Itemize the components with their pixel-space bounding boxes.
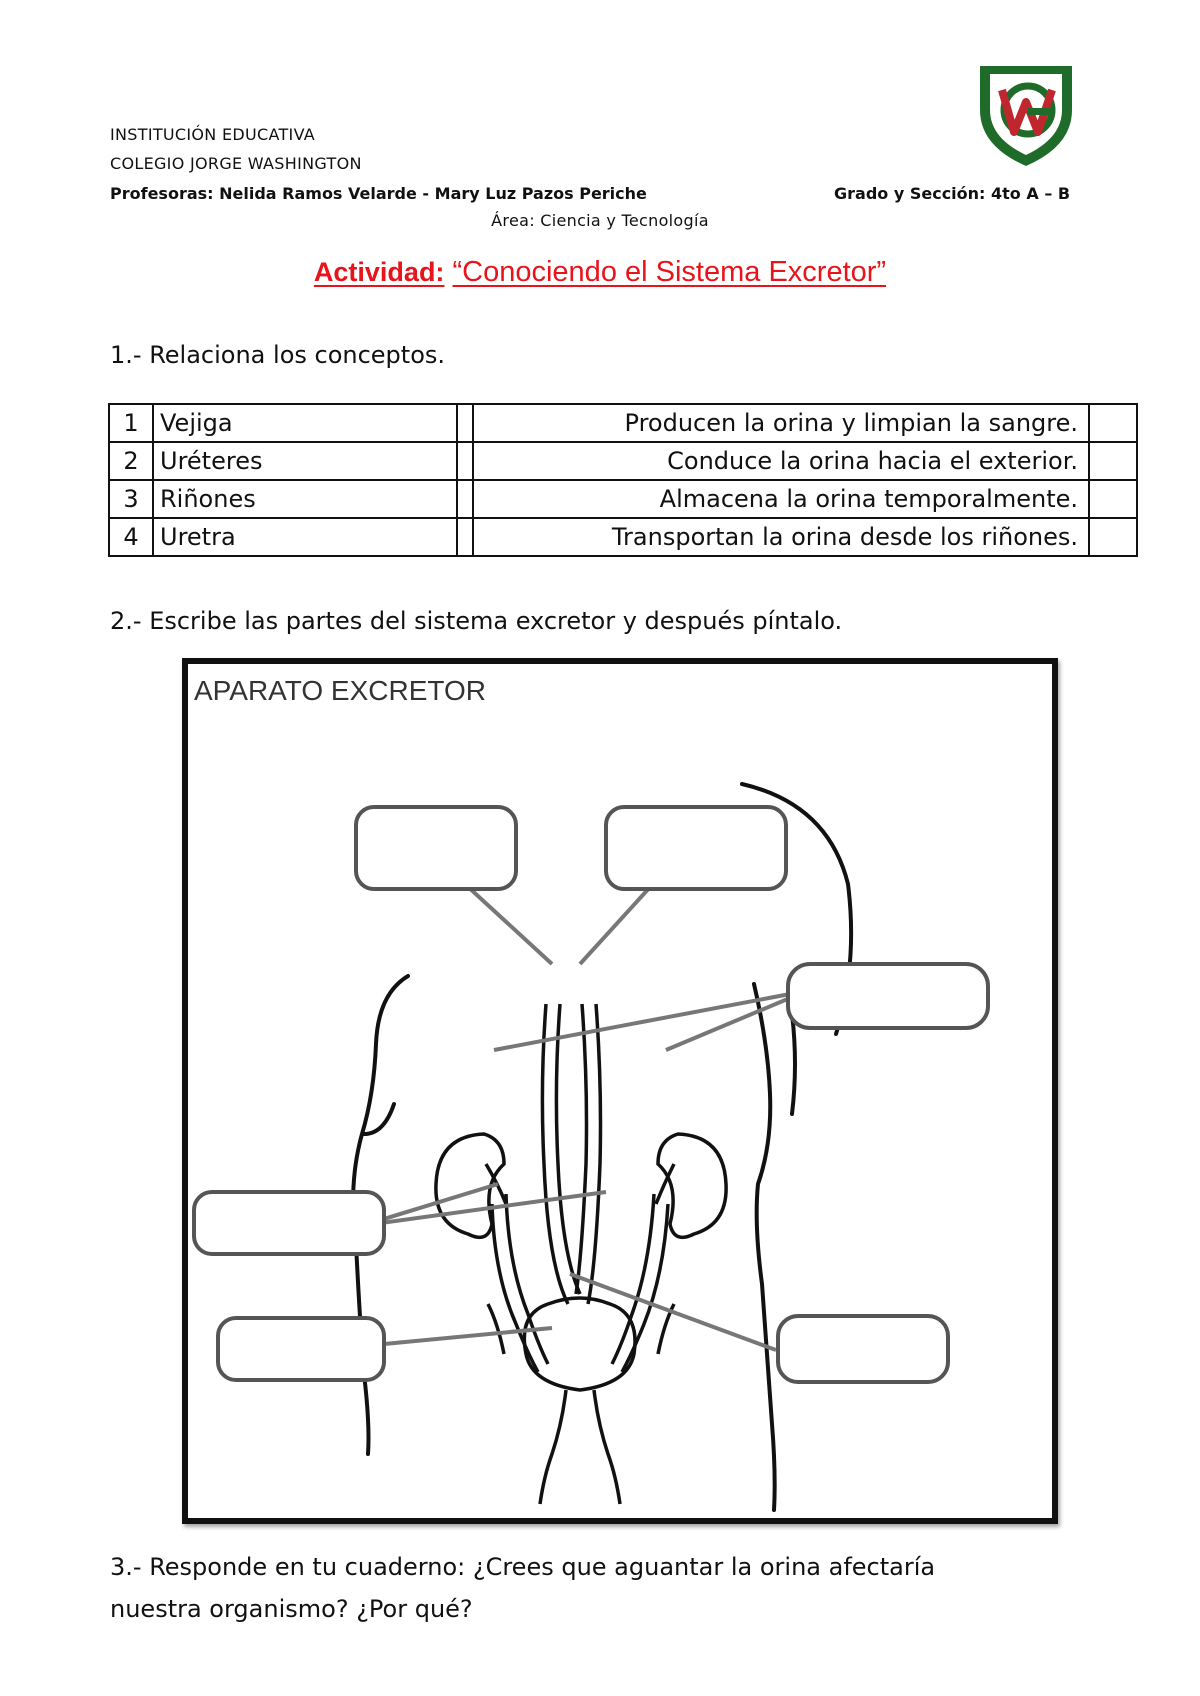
row-term: Vejiga (153, 404, 457, 442)
table-row (109, 442, 1137, 480)
school-name: COLEGIO JORGE WASHINGTON (110, 154, 362, 173)
answer-box[interactable] (1089, 480, 1137, 518)
row-number: 3 (109, 480, 153, 518)
question-3-line-2: nuestra organismo? ¿Por qué? (110, 1595, 473, 1623)
row-number: 2 (109, 442, 153, 480)
diagram-title: APARATO EXCRETOR (194, 675, 486, 706)
question-3-line-1: 3.- Responde en tu cuaderno: ¿Crees que aguantar la orina afectaría (110, 1553, 936, 1581)
row-term: Uréteres (153, 442, 457, 480)
label-box-right-kidney[interactable] (606, 807, 786, 889)
row-description: Almacena la orina temporalmente. (473, 480, 1089, 518)
question-1: 1.- Relaciona los conceptos. (110, 341, 446, 369)
activity-title (0, 256, 1200, 289)
label-box-left-kidney[interactable] (356, 807, 516, 889)
label-box-bladder[interactable] (778, 1316, 948, 1382)
question-2: 2.- Escribe las partes del sistema excretor y después píntalo. (110, 607, 843, 635)
answer-box[interactable] (1089, 518, 1137, 556)
answer-box[interactable] (1089, 442, 1137, 480)
teachers-line: Profesoras: Nelida Ramos Velarde - Mary Luz Pazos Periche (110, 184, 647, 203)
answer-cell[interactable] (457, 404, 473, 442)
activity-title-main: “Conociendo el Sistema Excretor” (452, 256, 887, 288)
table-row (109, 404, 1137, 442)
activity-title-prefix: Actividad: (313, 257, 445, 287)
table-row (109, 518, 1137, 556)
torso-outline (353, 784, 851, 1510)
row-description: Producen la orina y limpian la sangre. (473, 404, 1089, 442)
label-box-urethra[interactable] (218, 1318, 384, 1380)
grade-section: Grado y Sección: 4to A – B (834, 184, 1071, 203)
row-number: 1 (109, 404, 153, 442)
school-logo (976, 60, 1076, 170)
row-term: Riñones (153, 480, 457, 518)
institution-label: INSTITUCIÓN EDUCATIVA (110, 125, 316, 144)
row-description: Transportan la orina desde los riñones. (473, 518, 1089, 556)
label-leaders (374, 874, 790, 1350)
answer-cell[interactable] (457, 518, 473, 556)
excretory-diagram (182, 658, 1058, 1524)
label-box-left-middle[interactable] (194, 1192, 384, 1254)
answer-cell[interactable] (457, 442, 473, 480)
concepts-table (108, 403, 1138, 557)
row-number: 4 (109, 518, 153, 556)
row-term: Uretra (153, 518, 457, 556)
answer-cell[interactable] (457, 480, 473, 518)
organs (436, 1004, 726, 1504)
diagram-drawing (188, 664, 1052, 1518)
answer-box[interactable] (1089, 404, 1137, 442)
row-description: Conduce la orina hacia el exterior. (473, 442, 1089, 480)
label-box-ureters[interactable] (788, 964, 988, 1028)
table-row (109, 480, 1137, 518)
area-line: Área: Ciencia y Tecnología (491, 211, 709, 230)
